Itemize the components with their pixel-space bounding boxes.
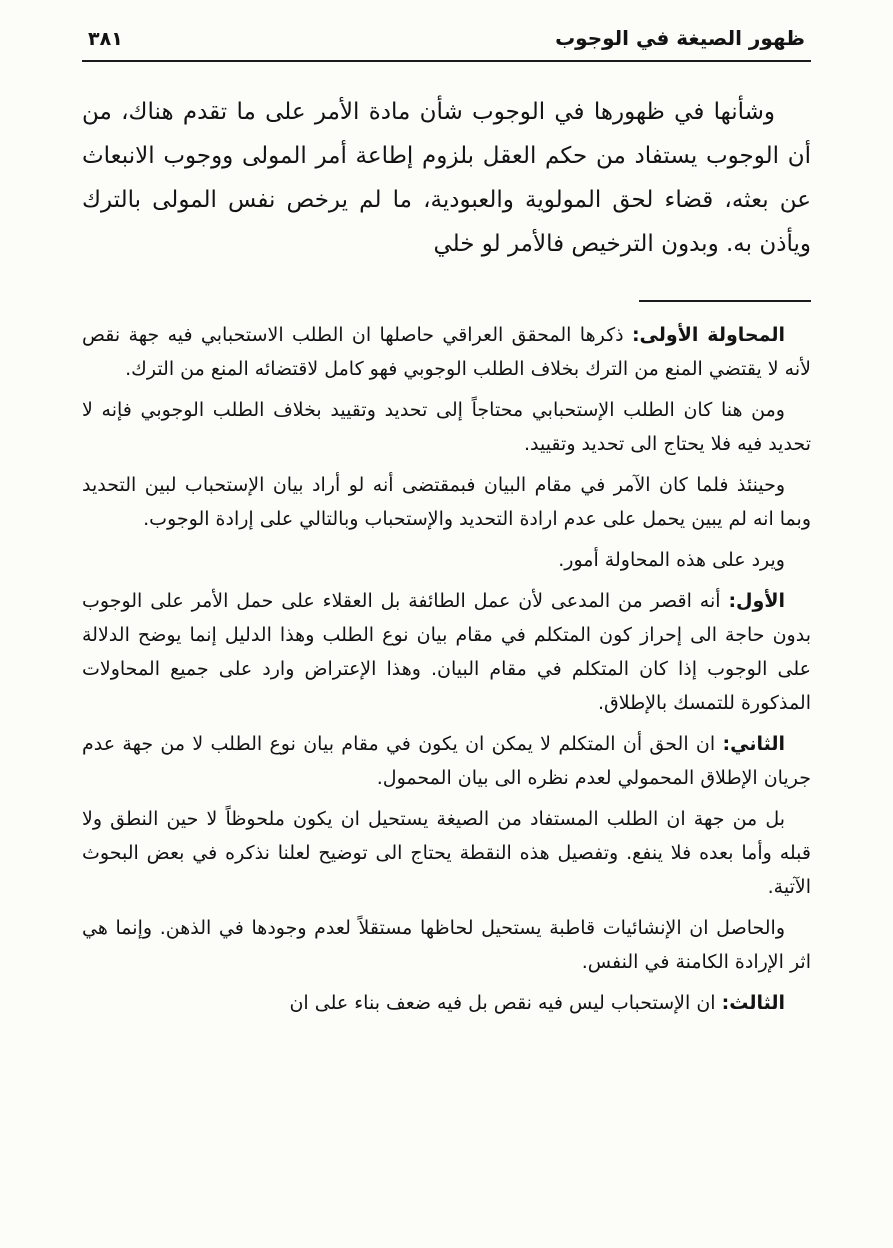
page-title: ظهور الصيغة في الوجوب (555, 26, 805, 50)
footnote-text: ويرد على هذه المحاولة أمور. (558, 549, 785, 571)
footnote-text: بل من جهة ان الطلب المستفاد من الصيغة يستحيل ان يكون ملحوظاً لا حين النطق ولا قبله وأما بعده فلا ينفع. وتفصيل هذه النقطة يحتاج الى توضيح لعلنا نذكره في بعض البحوث الآتية. (82, 808, 811, 898)
footnote-paragraph (82, 986, 811, 1020)
footnote-lead: الثاني: (722, 733, 785, 755)
footnote-text: وحينئذ فلما كان الآمر في مقام البيان فبمقتضى أنه لو أراد بيان الإستحباب لبين التحديد وبما انه لم يبين يحمل على عدم ارادة التحديد والإستحباب وبالتالي على إرادة الوجوب. (82, 474, 811, 530)
footnote-text: ان الحق أن المتكلم لا يمكن ان يكون في مقام بيان نوع الطلب لا من جهة عدم جريان الإطلاق المحمولي لعدم نظره الى بيان المحمول. (82, 733, 811, 789)
footnote-lead: المحاولة الأولى: (631, 324, 785, 346)
footnotes (82, 318, 811, 1020)
main-text (82, 90, 811, 266)
footnote-text: أنه اقصر من المدعى لأن عمل الطائفة بل العقلاء على حمل الأمر على الوجوب بدون حاجة الى إحراز كون المتكلم في مقام بيان نوع الطلب وهذا الدليل إنما يوضح الدلالة على الوجوب إذا كان المتكلم في مقام البيان. وهذا الإعتراض وارد على جميع المحاولات المذكورة للتمسك بالإطلاق. (82, 590, 811, 714)
footnote-paragraph (82, 802, 811, 904)
footnote-text: ذكرها المحقق العراقي حاصلها ان الطلب الاستحبابي فيه جهة نقص لأنه لا يقتضي المنع من الترك بخلاف الطلب الوجوبي فهو كامل لاقتضائه المنع من الترك. (82, 324, 811, 380)
footnote-paragraph (82, 318, 811, 386)
footnote-paragraph (82, 727, 811, 795)
footnote-lead: الثالث: (721, 992, 785, 1014)
footnote-text: والحاصل ان الإنشائيات قاطبة يستحيل لحاظها مستقلاً لعدم وجودها في الذهن. وإنما هي اثر الإرادة الكامنة في النفس. (82, 917, 811, 973)
footnote-lead: الأول: (728, 590, 785, 612)
body-paragraph: وشأنها في ظهورها في الوجوب شأن مادة الأمر على ما تقدم هناك، من أن الوجوب يستفاد من حكم العقل بلزوم إطاعة أمر المولى ووجوب الانبعاث عن بعثه، قضاء لحق المولوية والعبودية، ما لم يرخص نفس المولى بالترك ويأذن به. وبدون الترخيص فالأمر لو خلي (82, 99, 811, 257)
page-number: ٣٨١ (88, 28, 123, 50)
footnote-paragraph (82, 911, 811, 979)
footnote-paragraph (82, 468, 811, 536)
footnote-text: ان الإستحباب ليس فيه نقص بل فيه ضعف بناء على ان (289, 992, 716, 1014)
footnote-text: ومن هنا كان الطلب الإستحبابي محتاجاً إلى تحديد وتقييد بخلاف الطلب الوجوبي فإنه لا تحديد فيه فلا يحتاج الى تحديد وتقييد. (82, 399, 811, 455)
footnote-divider (639, 300, 811, 302)
footnote-paragraph (82, 393, 811, 461)
footnote-paragraph (82, 584, 811, 720)
page-header (82, 22, 811, 62)
footnote-paragraph (82, 543, 811, 577)
